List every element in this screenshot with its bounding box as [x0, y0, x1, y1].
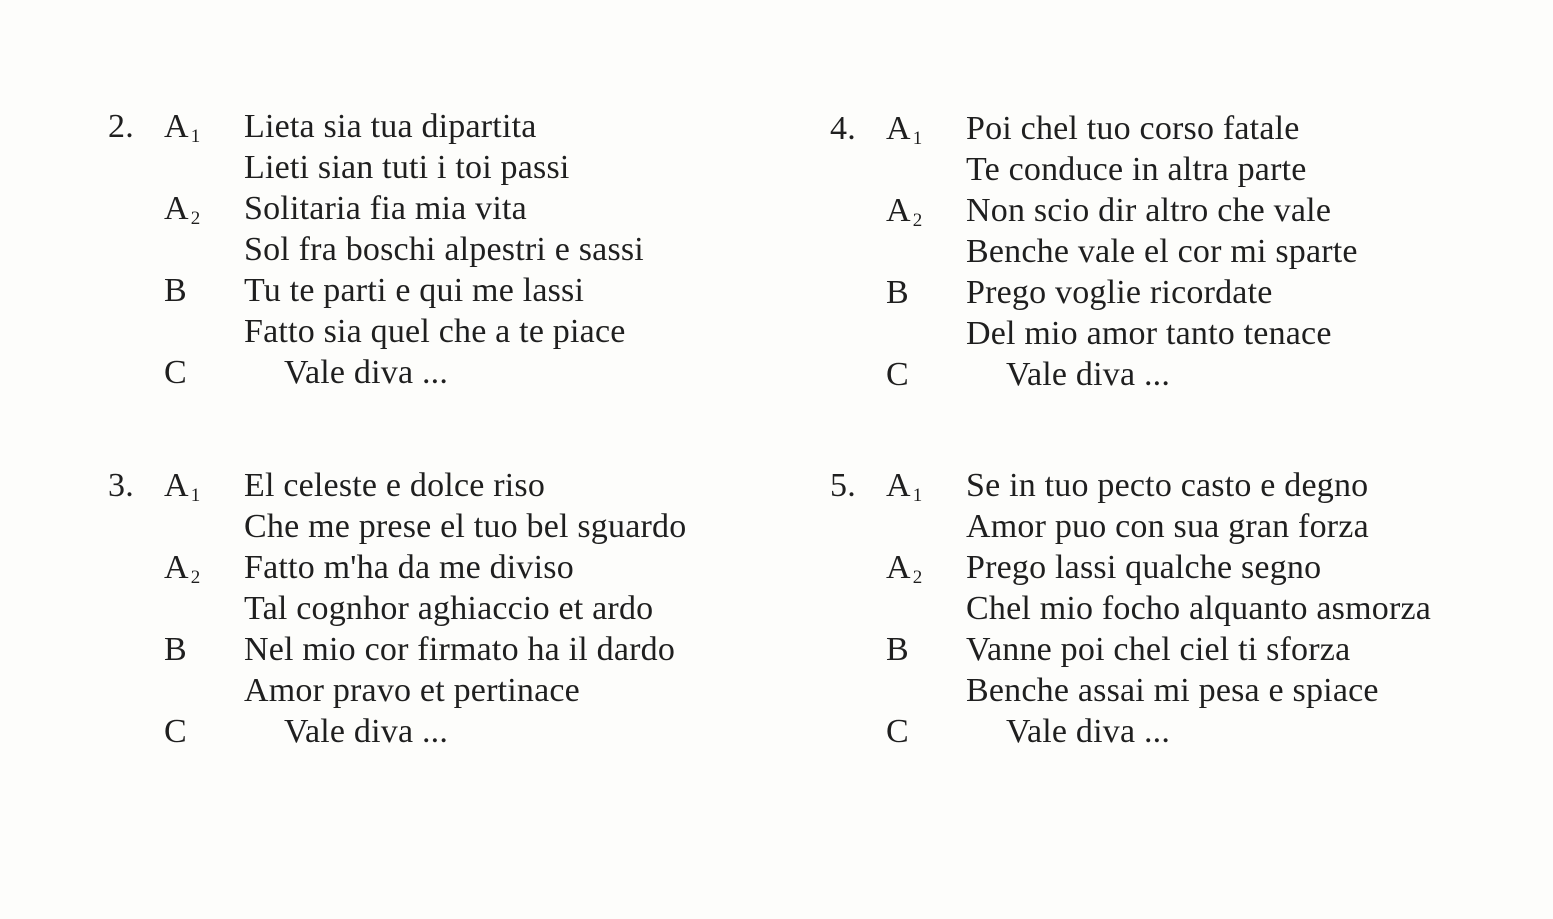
verse-text: Fatto sia quel che a te piace	[244, 313, 626, 350]
line-label: A $_2$	[164, 549, 201, 588]
line-label: B	[886, 631, 909, 668]
verse-text: Del mio amor tanto tenace	[966, 315, 1332, 352]
verse-text: Te conduce in altra parte	[966, 151, 1307, 188]
line-label: A $_2$	[164, 190, 201, 229]
verse-text: Benche assai mi pesa e spiace	[966, 672, 1379, 709]
refrain-text: Vale diva ...	[284, 713, 449, 750]
verse-text: Chel mio focho alquanto asmorza	[966, 590, 1432, 627]
verse-text: Lieti sian tuti i toi passi	[244, 149, 570, 186]
verse-text: Se in tuo pecto casto e degno	[966, 467, 1369, 504]
verse-text: Poi chel tuo corso fatale	[966, 110, 1300, 147]
verse-text: Nel mio cor firmato ha il dardo	[244, 631, 676, 668]
verse-text: Benche vale el cor mi sparte	[966, 233, 1358, 270]
verse-text: Vanne poi chel ciel ti sforza	[966, 631, 1351, 668]
verse-text: Amor pravo et pertinace	[244, 672, 580, 709]
verse-text: Non scio dir altro che vale	[966, 192, 1332, 229]
line-label: B	[886, 274, 909, 311]
verse-text: Solitaria fia mia vita	[244, 190, 527, 227]
refrain-text: Vale diva ...	[1006, 356, 1171, 393]
verse-text: Lieta sia tua dipartita	[244, 108, 537, 145]
refrain-text: Vale diva ...	[1006, 713, 1171, 750]
verse-text: El celeste e dolce riso	[244, 467, 546, 504]
line-label: A $_1$	[886, 110, 923, 149]
line-label: A $_2$	[886, 549, 923, 588]
stanza-number: 3.	[108, 467, 134, 504]
stanza-number: 4.	[830, 110, 856, 147]
verse-text: Tal cognhor aghiaccio et ardo	[244, 590, 654, 627]
line-label: A $_1$	[164, 467, 201, 506]
verse-text: Fatto m'ha da me diviso	[244, 549, 574, 586]
stanza-number: 5.	[830, 467, 856, 504]
verse-text: Prego voglie ricordate	[966, 274, 1273, 311]
verse-text: Amor puo con sua gran forza	[966, 508, 1369, 545]
line-label: C	[164, 354, 187, 391]
refrain-text: Vale diva ...	[284, 354, 449, 391]
verse-text: Tu te parti e qui me lassi	[244, 272, 585, 309]
line-label: B	[164, 272, 187, 309]
line-label: B	[164, 631, 187, 668]
line-label: A $_1$	[164, 108, 201, 147]
line-label: C	[164, 713, 187, 750]
line-label: C	[886, 356, 909, 393]
verse-text: Prego lassi qualche segno	[966, 549, 1322, 586]
verse-text: Che me prese el tuo bel sguardo	[244, 508, 687, 545]
line-label: C	[886, 713, 909, 750]
line-label: A $_1$	[886, 467, 923, 506]
stanza-number: 2.	[108, 108, 134, 145]
line-label: A $_2$	[886, 192, 923, 231]
verse-text: Sol fra boschi alpestri e sassi	[244, 231, 644, 268]
